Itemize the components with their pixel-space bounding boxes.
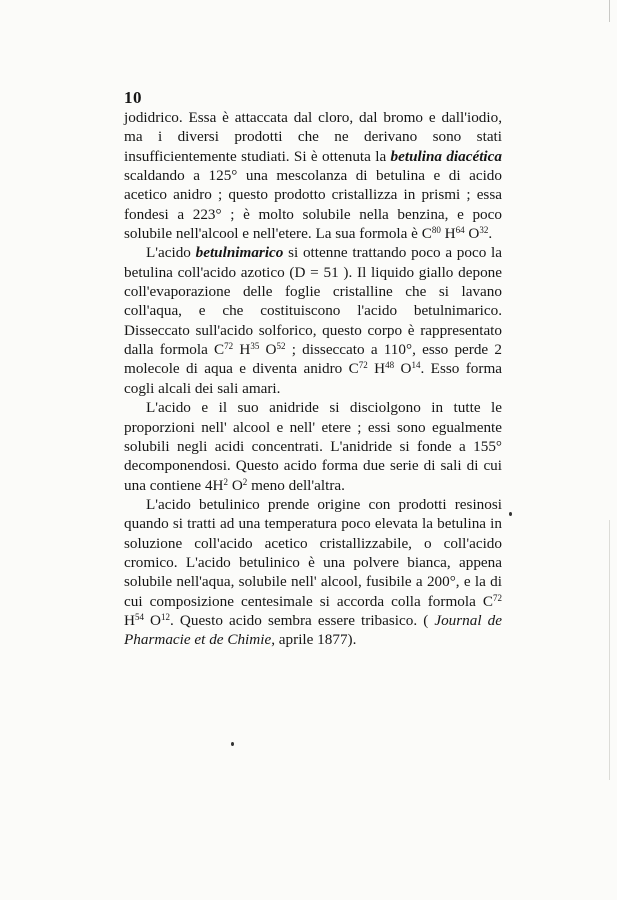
text-run: , aprile 1877). <box>271 631 357 649</box>
text-run: ; disseccato a 110°, esso perde 2 molecole di aqua e diventa anidro C <box>124 341 502 378</box>
page-number: 10 <box>124 88 142 107</box>
formula-superscript: 52 <box>276 341 286 352</box>
text-run: scaldando a 125° una mescolanza di betulina e di acido acetico anidro ; questo prodotto cristallizza in prismi ; essa fondesi a 223° ; è molto solubile nella benzina, e poco solubile nell'alcool e nell'etere. La sua formola è C <box>124 167 502 243</box>
paragraph-1 <box>124 108 502 243</box>
paragraph-2 <box>124 243 502 398</box>
text-run: . Esso forma cogli alcali dei sali amari. <box>124 360 503 397</box>
paragraph-3 <box>124 398 502 495</box>
formula-superscript: 32 <box>479 225 489 236</box>
italic-term: Journal de Pharmacie et de Chimie <box>124 611 502 649</box>
text-run: jodidrico. Essa è attaccata dal cloro, dal bromo e dall'iodio, ma i diversi prodotti che ne derivano sono stati insufficientemente studiati. Si è ottenuta la <box>124 109 502 165</box>
formula-superscript: 80 <box>431 225 441 236</box>
formula-superscript: 12 <box>161 611 171 622</box>
text-run: H <box>367 360 386 378</box>
text-run: O <box>394 360 412 378</box>
text-run: H <box>440 225 456 243</box>
text-run: si ottenne trattando poco a poco la betulina coll'acido azotico (D = 51 ). Il liquido giallo depone coll'evaporazione delle foglie cristalline che si lavano coll'aqua, e che costituiscono l'acido betulnimarico. Disseccato sull'acido solforico, questo corpo è rappresentato dalla formola C <box>124 244 502 359</box>
page-edge-line <box>609 0 610 22</box>
ink-speck <box>231 742 234 746</box>
text-run: L'acido <box>146 244 196 262</box>
italic-term: betulnimarico <box>195 244 284 262</box>
ink-speck <box>509 512 512 516</box>
formula-superscript: 64 <box>455 225 465 236</box>
formula-superscript: 2 <box>242 476 248 487</box>
formula-superscript: 72 <box>493 592 502 603</box>
text-run: O <box>259 341 277 359</box>
text-run: H <box>124 611 135 629</box>
paragraph-4 <box>124 495 502 650</box>
text-run: H <box>233 341 251 359</box>
formula-superscript: 48 <box>385 360 395 371</box>
text-run: . <box>488 225 493 243</box>
text-run: meno dell'altra. <box>247 476 345 494</box>
text-run: O <box>464 225 480 243</box>
page-edge-line <box>609 520 610 780</box>
text-run: L'acido betulinico prende origine con prodotti resinosi quando si tratti ad una temperatura poco elevata la betulina in soluzione coll'acido acetico cristallizzabile, o coll'acido cromico. L'acido betulinico è una polvere bianca, appena solubile nell'aqua, solubile nell' alcool, fusibile a 200°, e la di cui composizione centesimale si accorda colla formola C <box>124 495 502 610</box>
formula-superscript: 2 <box>223 476 229 487</box>
formula-superscript: 72 <box>224 341 234 352</box>
text-run: O <box>143 611 162 629</box>
italic-term: betulina diacética <box>390 147 502 165</box>
formula-superscript: 35 <box>250 341 260 352</box>
formula-superscript: 54 <box>134 611 144 622</box>
text-run: L'acido e il suo anidride si disciolgono in tutte le proporzioni nell' alcool e nell' etere ; essi sono egualmente solubili negli acidi concentrati. L'anidride si fonde a 155° decomponendosi. Questo acido forma due serie di sali di cui una contiene 4H <box>124 399 502 494</box>
text-run: O <box>228 476 243 494</box>
formula-superscript: 14 <box>411 360 421 371</box>
formula-superscript: 72 <box>358 360 368 371</box>
body-text <box>124 108 502 650</box>
text-run: . Questo acido sembra essere tribasico. ( <box>170 611 435 629</box>
